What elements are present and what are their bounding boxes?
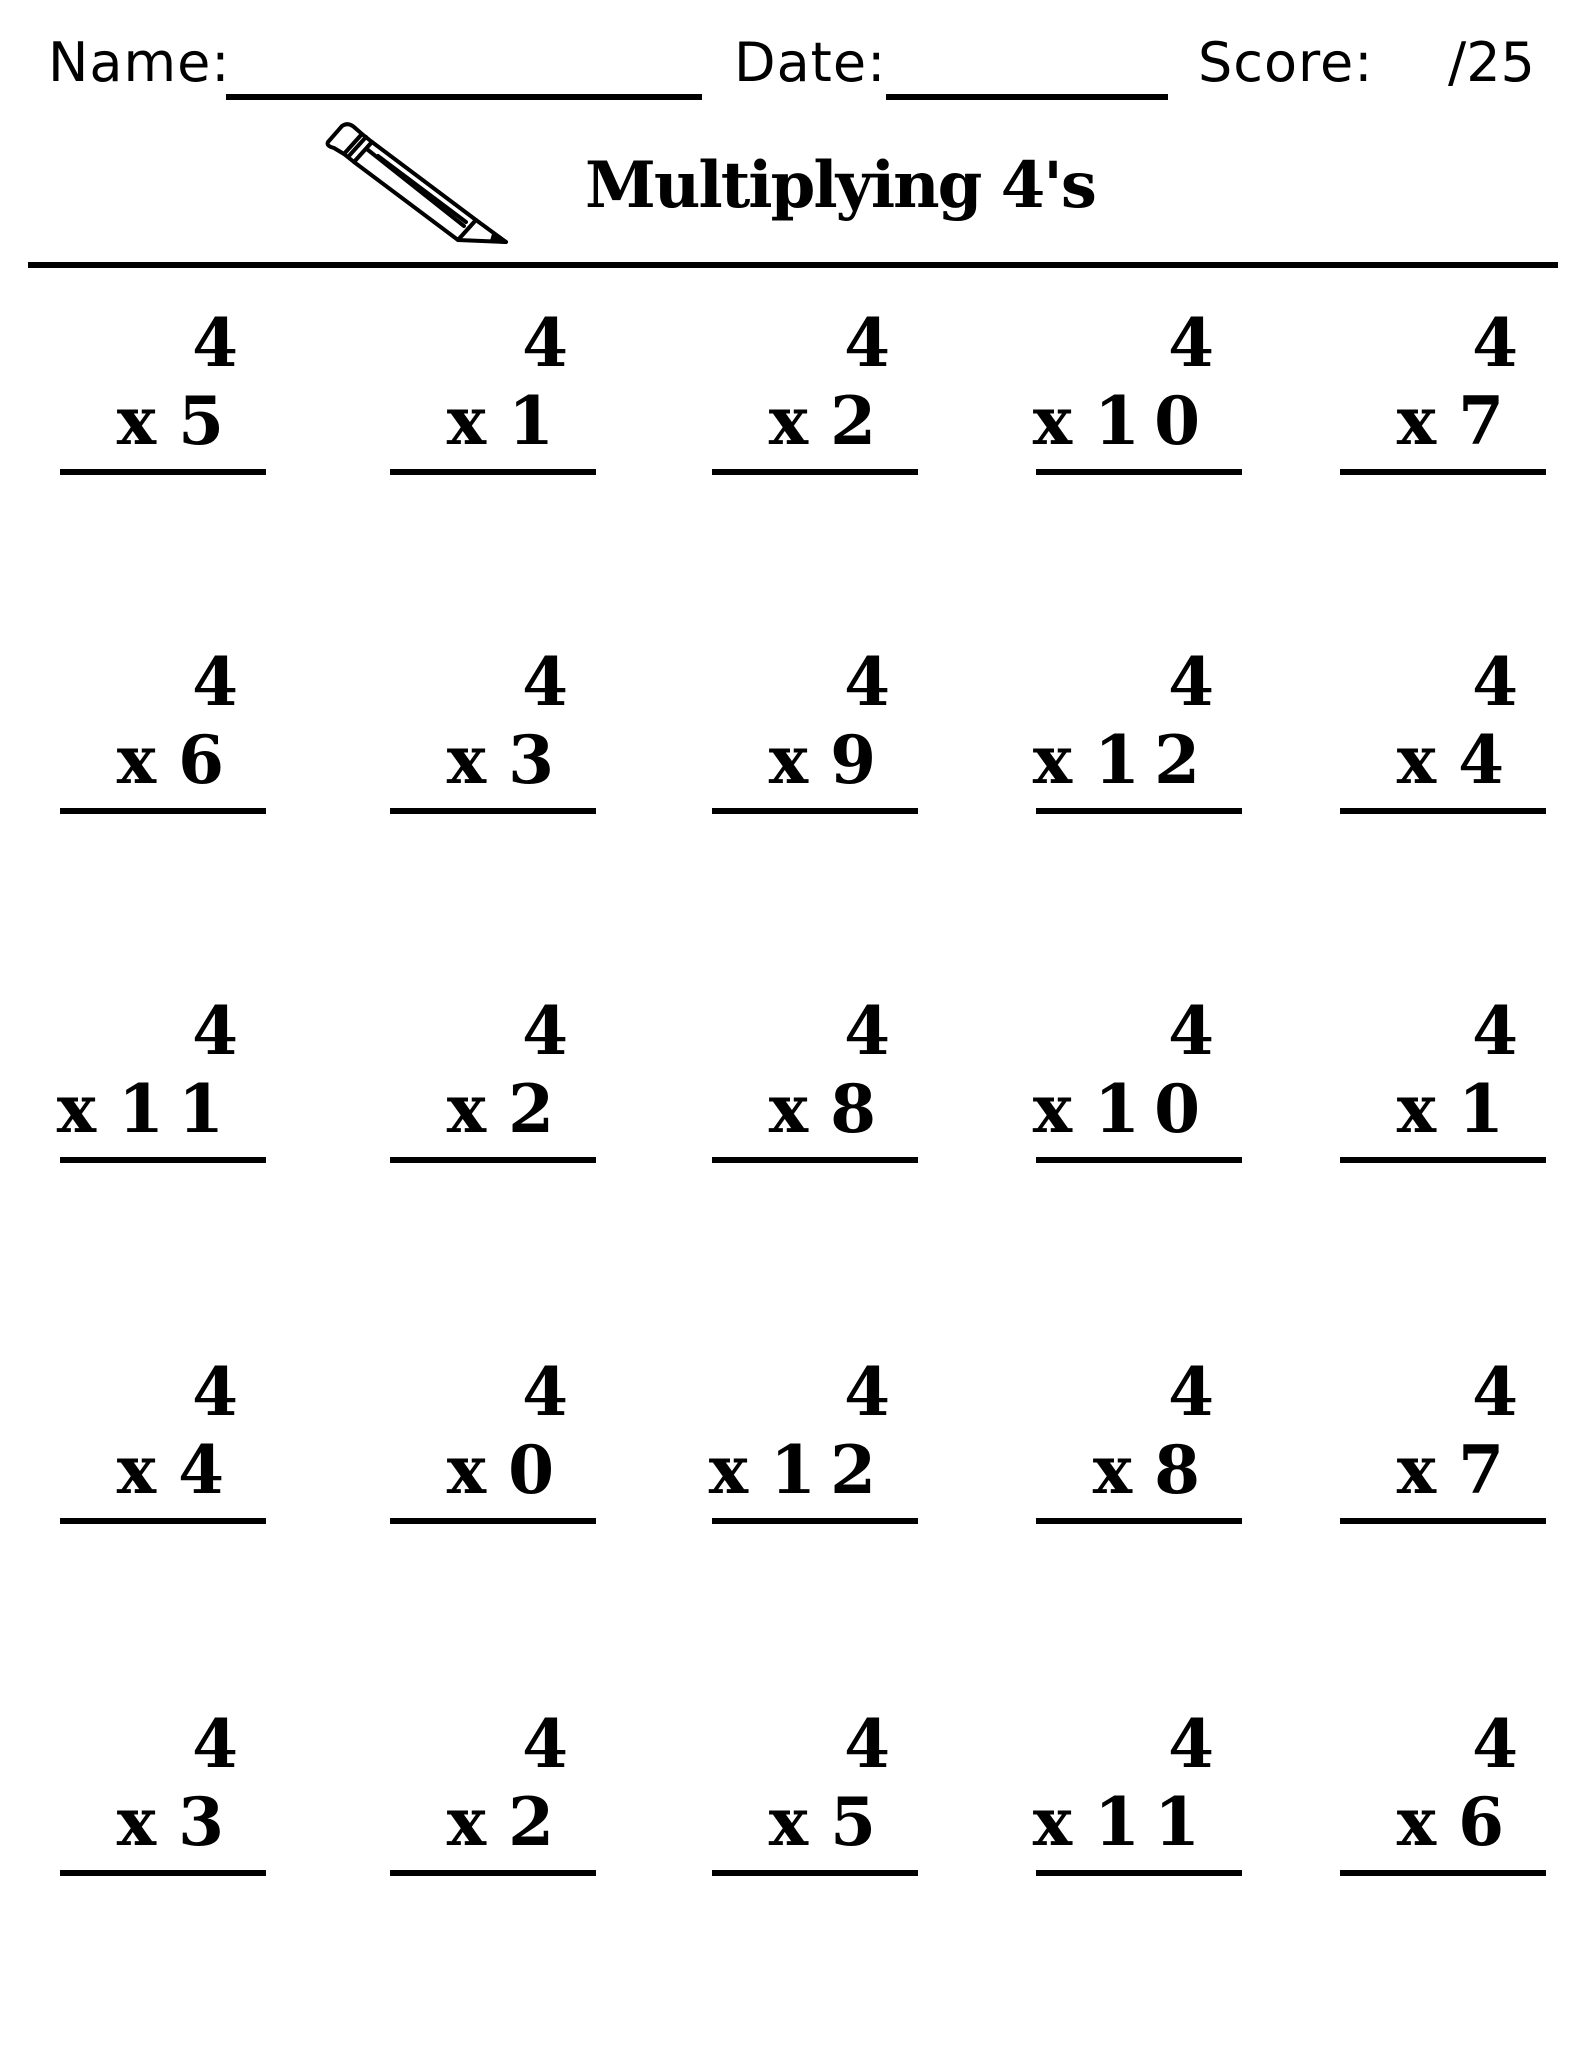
problem-top-number: 4 xyxy=(844,1705,890,1783)
answer-line[interactable] xyxy=(1340,808,1546,814)
problem-multiplier-row xyxy=(1397,1071,1518,1147)
problem-multiplier-row xyxy=(769,1784,890,1860)
answer-line[interactable] xyxy=(60,1870,266,1876)
answer-line[interactable] xyxy=(1036,1157,1242,1163)
answer-line[interactable] xyxy=(712,1870,918,1876)
problem-top-number: 4 xyxy=(844,304,890,382)
problem-top-number: 4 xyxy=(1472,643,1518,721)
problem-multiplier-row xyxy=(447,1432,568,1508)
problem-multiplier-row xyxy=(1093,1432,1214,1508)
problem-14 xyxy=(1032,992,1242,1173)
problem-25 xyxy=(1340,1706,1546,1886)
problem-multiplier-row xyxy=(1033,1071,1214,1147)
problem-multiplier-row xyxy=(1397,722,1518,798)
multiply-sign: x xyxy=(446,721,487,799)
problem-10 xyxy=(1340,644,1546,824)
multiply-sign: x xyxy=(1032,721,1073,799)
multiply-sign: x xyxy=(116,721,157,799)
problem-top-number: 4 xyxy=(192,1353,238,1431)
problem-top-number: 4 xyxy=(522,643,568,721)
problem-multiplier: 8 xyxy=(830,1070,890,1148)
problem-23 xyxy=(712,1706,918,1886)
problem-7 xyxy=(390,644,596,824)
problem-multiplier-row xyxy=(117,1784,238,1860)
problem-multiplier-row xyxy=(1397,383,1518,459)
problem-multiplier: 2 xyxy=(508,1783,568,1861)
problem-top-number: 4 xyxy=(1168,1353,1214,1431)
multiply-sign: x xyxy=(708,1431,749,1509)
problem-multiplier-row xyxy=(447,1784,568,1860)
problem-multiplier-row xyxy=(1033,722,1214,798)
name-label: Name: xyxy=(48,31,231,94)
problem-8 xyxy=(712,644,918,824)
problem-top-number: 4 xyxy=(844,1353,890,1431)
multiply-sign: x xyxy=(1032,1783,1073,1861)
answer-line[interactable] xyxy=(712,1157,918,1163)
problem-multiplier-row xyxy=(709,1432,890,1508)
answer-line[interactable] xyxy=(1036,1870,1242,1876)
problem-multiplier-row xyxy=(447,722,568,798)
problem-top-number: 4 xyxy=(1472,304,1518,382)
problem-2 xyxy=(390,305,596,485)
problem-multiplier-row xyxy=(57,1071,238,1147)
answer-line[interactable] xyxy=(390,1870,596,1876)
problem-multiplier: 12 xyxy=(1094,721,1214,799)
problem-multiplier: 11 xyxy=(118,1070,238,1148)
multiply-sign: x xyxy=(446,1783,487,1861)
problem-multiplier: 5 xyxy=(830,1783,890,1861)
multiply-sign: x xyxy=(1032,1070,1073,1148)
problem-multiplier: 6 xyxy=(178,721,238,799)
problem-multiplier-row xyxy=(1397,1432,1518,1508)
answer-line[interactable] xyxy=(1340,1518,1546,1524)
problem-multiplier-row xyxy=(769,722,890,798)
problem-multiplier: 0 xyxy=(508,1431,568,1509)
date-label: Date: xyxy=(734,31,887,94)
problem-multiplier-row xyxy=(769,383,890,459)
problem-multiplier: 4 xyxy=(1458,721,1518,799)
problem-multiplier-row xyxy=(117,722,238,798)
problem-top-number: 4 xyxy=(1168,304,1214,382)
multiply-sign: x xyxy=(768,721,809,799)
problem-1 xyxy=(60,305,266,485)
problem-19 xyxy=(1036,1354,1242,1534)
problem-15 xyxy=(1340,993,1546,1173)
problem-multiplier: 3 xyxy=(508,721,568,799)
answer-line[interactable] xyxy=(1036,808,1242,814)
problem-multiplier-row xyxy=(117,1432,238,1508)
answer-line[interactable] xyxy=(390,1157,596,1163)
multiply-sign: x xyxy=(1396,1783,1437,1861)
answer-line[interactable] xyxy=(712,469,918,475)
answer-line[interactable] xyxy=(1036,1518,1242,1524)
problem-multiplier: 2 xyxy=(830,382,890,460)
problem-multiplier: 7 xyxy=(1458,382,1518,460)
problem-multiplier-row xyxy=(447,1071,568,1147)
problem-12 xyxy=(390,993,596,1173)
multiply-sign: x xyxy=(116,1783,157,1861)
problem-16 xyxy=(60,1354,266,1534)
problem-3 xyxy=(712,305,918,485)
problem-top-number: 4 xyxy=(1472,1705,1518,1783)
problem-multiplier-row xyxy=(117,383,238,459)
answer-line[interactable] xyxy=(1340,1870,1546,1876)
problem-multiplier: 10 xyxy=(1094,382,1214,460)
problem-multiplier-row xyxy=(1397,1784,1518,1860)
problem-multiplier-row xyxy=(1033,1784,1214,1860)
problem-9 xyxy=(1032,643,1242,824)
problem-multiplier: 5 xyxy=(178,382,238,460)
problem-multiplier-row xyxy=(447,383,568,459)
problem-18 xyxy=(708,1353,918,1534)
problem-multiplier: 11 xyxy=(1094,1783,1214,1861)
answer-line[interactable] xyxy=(712,1518,918,1524)
answer-line[interactable] xyxy=(712,808,918,814)
problem-multiplier: 8 xyxy=(1154,1431,1214,1509)
problem-top-number: 4 xyxy=(522,992,568,1070)
worksheet-title: Multiplying 4's xyxy=(585,148,1095,223)
problem-top-number: 4 xyxy=(192,643,238,721)
multiply-sign: x xyxy=(116,382,157,460)
multiply-sign: x xyxy=(116,1431,157,1509)
answer-line[interactable] xyxy=(60,469,266,475)
problem-multiplier: 10 xyxy=(1094,1070,1214,1148)
problem-21 xyxy=(60,1706,266,1886)
problem-11 xyxy=(56,992,266,1173)
problem-top-number: 4 xyxy=(1168,992,1214,1070)
answer-line[interactable] xyxy=(60,1518,266,1524)
problem-multiplier: 3 xyxy=(178,1783,238,1861)
problem-top-number: 4 xyxy=(192,1705,238,1783)
problem-multiplier: 4 xyxy=(178,1431,238,1509)
problem-top-number: 4 xyxy=(844,992,890,1070)
answer-line[interactable] xyxy=(60,808,266,814)
problem-13 xyxy=(712,993,918,1173)
multiply-sign: x xyxy=(446,1070,487,1148)
problem-6 xyxy=(60,644,266,824)
answer-line[interactable] xyxy=(390,808,596,814)
problem-multiplier-row xyxy=(1033,383,1214,459)
problem-multiplier: 6 xyxy=(1458,1783,1518,1861)
score-total: /25 xyxy=(1448,31,1535,94)
multiply-sign: x xyxy=(1396,1431,1437,1509)
problem-5 xyxy=(1340,305,1546,485)
problem-multiplier: 2 xyxy=(508,1070,568,1148)
problem-top-number: 4 xyxy=(522,1705,568,1783)
answer-line[interactable] xyxy=(1340,1157,1546,1163)
answer-line[interactable] xyxy=(390,469,596,475)
multiply-sign: x xyxy=(446,1431,487,1509)
answer-line[interactable] xyxy=(60,1157,266,1163)
answer-line[interactable] xyxy=(390,1518,596,1524)
multiply-sign: x xyxy=(56,1070,97,1148)
problem-top-number: 4 xyxy=(1472,1353,1518,1431)
answer-line[interactable] xyxy=(1036,469,1242,475)
problem-multiplier: 1 xyxy=(508,382,568,460)
multiply-sign: x xyxy=(1396,382,1437,460)
problem-4 xyxy=(1032,304,1242,485)
problem-top-number: 4 xyxy=(522,304,568,382)
problem-top-number: 4 xyxy=(844,643,890,721)
problem-multiplier: 12 xyxy=(770,1431,890,1509)
problem-multiplier-row xyxy=(769,1071,890,1147)
problem-top-number: 4 xyxy=(522,1353,568,1431)
problem-top-number: 4 xyxy=(1472,992,1518,1070)
answer-line[interactable] xyxy=(1340,469,1546,475)
problem-top-number: 4 xyxy=(192,992,238,1070)
problem-22 xyxy=(390,1706,596,1886)
multiply-sign: x xyxy=(1032,382,1073,460)
problem-multiplier: 7 xyxy=(1458,1431,1518,1509)
problem-20 xyxy=(1340,1354,1546,1534)
problem-top-number: 4 xyxy=(1168,643,1214,721)
problem-top-number: 4 xyxy=(1168,1705,1214,1783)
multiply-sign: x xyxy=(446,382,487,460)
multiply-sign: x xyxy=(1396,721,1437,799)
score-label: Score: xyxy=(1198,31,1374,94)
problem-17 xyxy=(390,1354,596,1534)
multiply-sign: x xyxy=(768,1783,809,1861)
problem-multiplier: 9 xyxy=(830,721,890,799)
problem-top-number: 4 xyxy=(192,304,238,382)
problem-24 xyxy=(1032,1705,1242,1886)
multiply-sign: x xyxy=(1396,1070,1437,1148)
multiply-sign: x xyxy=(768,382,809,460)
multiply-sign: x xyxy=(768,1070,809,1148)
multiply-sign: x xyxy=(1092,1431,1133,1509)
problem-multiplier: 1 xyxy=(1458,1070,1518,1148)
